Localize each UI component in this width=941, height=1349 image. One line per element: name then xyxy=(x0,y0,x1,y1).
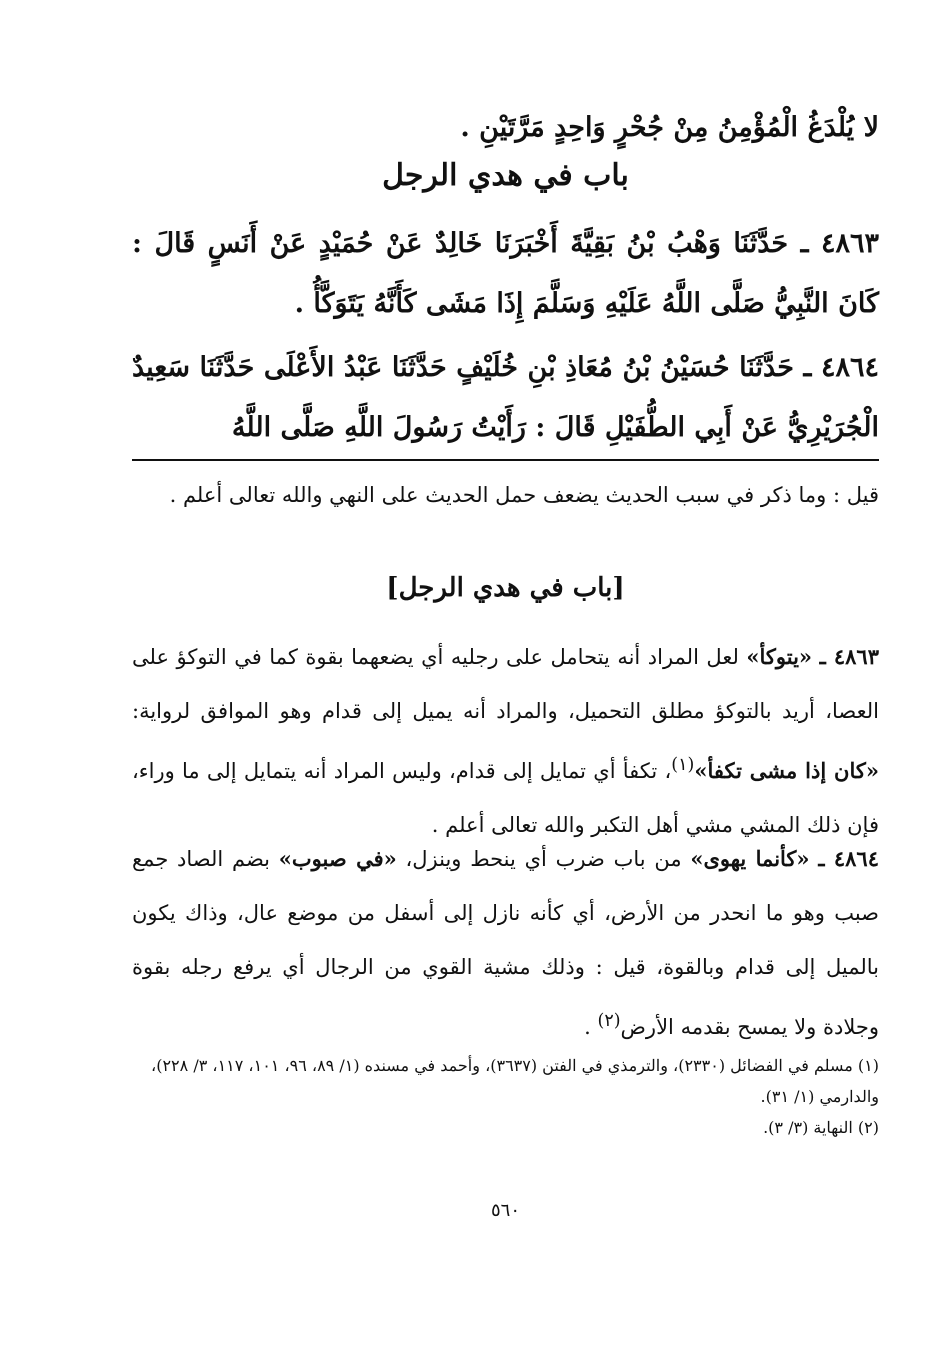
commentary-intro: قيل : وما ذكر في سبب الحديث يضعف حمل الحديث على النهي والله تعالى أعلم . xyxy=(169,483,879,507)
commentary-text: من باب ضرب أي ينحط وينزل، xyxy=(396,847,691,871)
hadith-4864: ٤٨٦٤ ـ حَدَّثَنَا حُسَيْنُ بْنُ مُعَاذِ بْنِ خُلَيْفٍ حَدَّثَنَا عَبْدُ الأَعْلَى حَدَّثَنَا سَعِيدٌ الْجُرَيْرِيُّ عَنْ أَبِي الطُّفَيْلِ قَالَ : رَأَيْتُ رَسُولَ اللَّهِ صَلَّى اللَّهُ xyxy=(132,352,879,443)
commentary-4863 xyxy=(132,630,879,852)
footnote-ref: (٢) xyxy=(597,1011,621,1031)
commentary-keyword: «يتوكأ» xyxy=(746,644,813,669)
commentary-text: . xyxy=(584,1015,598,1039)
commentary-text: ، تكفأ أي تمايل إلى قدام، وليس المراد أنه يتمايل إلى ما وراء، فإن ذلك المشي مشي أهل التكبر والله تعالى أعلم . xyxy=(132,759,879,837)
commentary-keyword: «في صبوب» xyxy=(278,846,397,871)
chapter-heading: باب في هدي الرجل xyxy=(382,158,629,193)
footnote-1: (١) مسلم في الفضائل (٢٣٣٠)، والترمذي في الفتن (٣٦٣٧)، وأحمد في مسنده (١/ ٨٩، ٩٦، ١٠١، ١١٧، ٣/ ٢٢٨)، والدارمي (١/ ٣١). xyxy=(151,1056,879,1106)
hadith-4863: ٤٨٦٣ ـ حَدَّثَنَا وَهْبُ بْنُ بَقِيَّةَ أَخْبَرَنَا خَالِدٌ عَنْ حُمَيْدٍ عَنْ أَنَسٍ قَالَ : كَانَ النَّبِيُّ صَلَّى اللَّهُ عَلَيْهِ وَسَلَّمَ إِذَا مَشَى كَأَنَّهُ يَتَوَكَّأُ . xyxy=(132,228,879,319)
commentary-4864 xyxy=(132,832,879,1054)
footnotes xyxy=(132,1050,879,1143)
commentary-keyword: «كأنما يهوى» xyxy=(690,846,810,871)
page-number: ٥٦٠ xyxy=(490,1200,520,1221)
commentary-heading: [باب في هدي الرجل] xyxy=(386,573,625,603)
section-divider xyxy=(132,459,879,461)
commentary-text: لعل المراد أنه يتحامل على رجليه أي يضعهما بقوة كما في التوكؤ على العصا، أريد بالتوكؤ مطلق التحميل، والمراد أنه يميل إلى قدام وهو الموافق لرواية: xyxy=(132,645,879,723)
footnote-ref: (١) xyxy=(671,755,695,775)
commentary-number: ٤٨٦٣ ـ xyxy=(819,644,879,669)
footnote-2: (٢) النهاية (٣/ ٣). xyxy=(763,1118,879,1137)
commentary-keyword: «كان إذا مشى تكفأ» xyxy=(694,758,879,783)
commentary-number: ٤٨٦٤ ـ xyxy=(818,846,879,871)
commentary-text: بضم الصاد جمع صبب وهو ما انحدر من الأرض، أي كأنه نازل إلى أسفل من موضع عال، وذاك يكون بالميل إلى قدام وبالقوة، قيل : وذلك مشية القوي من الرجال أي يرفع رجله بقوة وجلادة ولا يمسح بقدمه الأرض xyxy=(132,847,879,1039)
matn-top-line: لا يُلْدَغُ الْمُؤْمِنُ مِنْ جُحْرٍ وَاحِدٍ مَرَّتَيْنِ . xyxy=(460,112,879,143)
